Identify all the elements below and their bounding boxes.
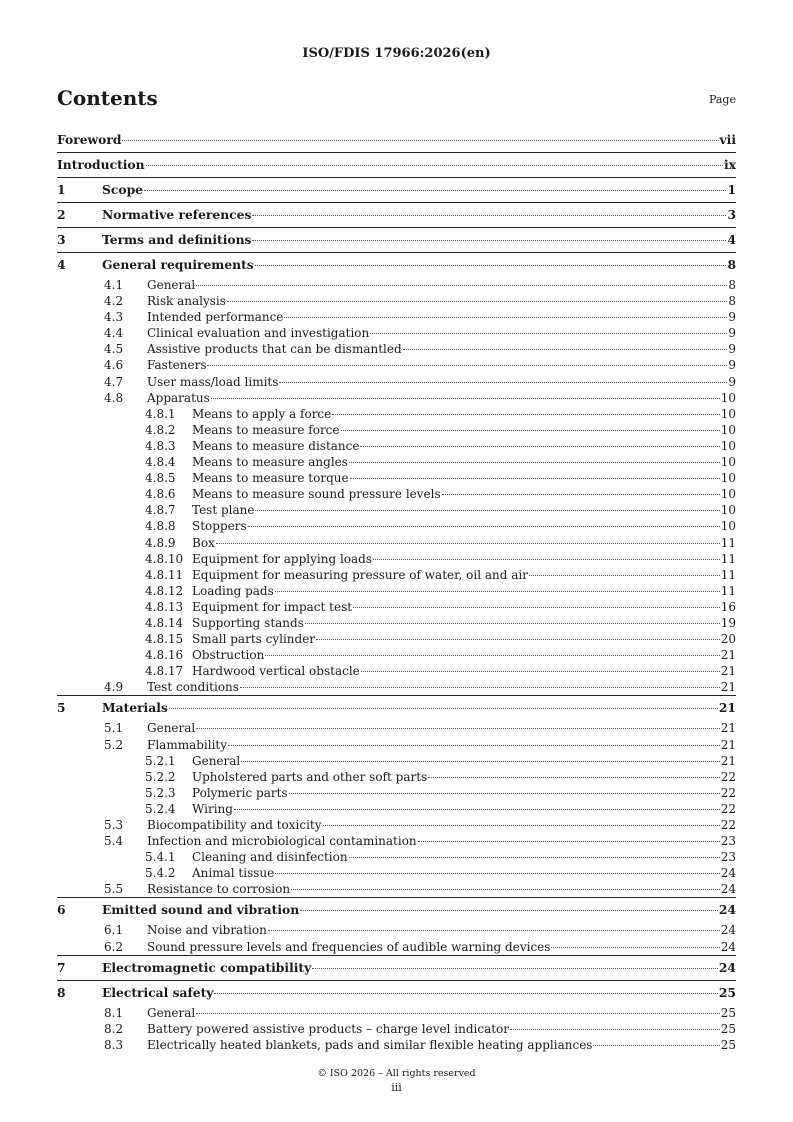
toc-entry-number: 7 (57, 959, 66, 975)
page-column-label: Page (708, 93, 736, 106)
toc-entry-title: Emitted sound and vibration (102, 902, 300, 918)
toc-entry-title: Flammability (147, 737, 228, 752)
dot-leader (593, 1044, 719, 1046)
toc-entry-title: Means to apply a force (192, 406, 332, 421)
dot-leader (284, 316, 727, 318)
toc-entry[interactable] (57, 551, 736, 567)
toc-entry-page: 8 (727, 257, 736, 272)
toc-entry-number: 5 (57, 700, 66, 716)
toc-entry[interactable] (57, 422, 736, 438)
toc-entry-title: Test plane (192, 503, 255, 518)
dot-leader (234, 808, 720, 810)
toc-entry-title: Test conditions (147, 680, 239, 695)
toc-entry-page: 24 (720, 866, 736, 881)
dot-leader (349, 461, 720, 463)
toc-entry-title: Supporting stands (192, 615, 304, 630)
toc-entry-page: 22 (720, 801, 736, 816)
toc-entry[interactable] (57, 696, 736, 720)
toc-entry-page: 24 (718, 902, 736, 918)
dot-leader (403, 348, 728, 350)
toc-entry[interactable] (57, 374, 736, 390)
toc-entry-number: 5.2.1 (145, 753, 176, 768)
toc-entry-number: 4.8.2 (145, 422, 176, 437)
dot-leader (214, 992, 717, 994)
dot-leader (360, 445, 719, 447)
toc-entry-page: 9 (728, 326, 736, 341)
toc-entry-number: 5.2 (104, 737, 124, 752)
toc-entry-page: 25 (720, 1005, 736, 1020)
toc-entry-title: Electrically heated blankets, pads and similar flexible heating appliances (147, 1037, 593, 1052)
toc-entry-number: 5.4.2 (145, 866, 176, 881)
toc-entry-number: 4.8.8 (145, 519, 176, 534)
toc-entry[interactable] (57, 785, 736, 801)
toc-entry[interactable] (57, 153, 736, 177)
toc-entry[interactable] (57, 309, 736, 325)
toc-entry[interactable] (57, 486, 736, 502)
toc-entry-title: Electrical safety (102, 984, 214, 1000)
toc-entry-page: 11 (720, 551, 736, 566)
toc-entry-page: 10 (720, 406, 736, 421)
dot-leader (510, 1028, 720, 1030)
toc-entry-title: Scope (102, 182, 143, 197)
dot-leader (442, 493, 720, 495)
toc-entry-title: Intended performance (147, 310, 284, 325)
toc-entry-number: 4.8.17 (145, 664, 184, 679)
toc-entry-number: 5.5 (104, 882, 124, 897)
toc-entry-number: 4.8.7 (145, 503, 176, 518)
toc-entry-page: 4 (727, 232, 736, 247)
toc-entry-page: 19 (720, 615, 736, 630)
toc-entry[interactable] (57, 981, 736, 1005)
page-title: Contents (57, 86, 158, 110)
toc-entry-title: Risk analysis (147, 294, 226, 309)
dot-leader (252, 239, 726, 241)
toc-entry[interactable] (57, 438, 736, 454)
toc-entry[interactable] (57, 253, 736, 277)
dot-leader (551, 946, 719, 948)
toc-entry-number: 4.8.15 (145, 632, 184, 647)
dot-leader (332, 413, 719, 415)
toc-entry-title: User mass/load limits (147, 374, 279, 389)
dot-leader (211, 397, 720, 399)
toc-entry-page: 8 (728, 278, 736, 292)
toc-entry-page: 10 (720, 503, 736, 518)
toc-entry-title: Stoppers (192, 519, 247, 534)
dot-leader (227, 300, 727, 302)
toc-entry[interactable] (57, 599, 736, 615)
toc-entry-title: Hardwood vertical obstacle (192, 664, 360, 679)
toc-entry-title: Sound pressure levels and frequencies of audible warning devices (147, 939, 551, 954)
dot-leader (255, 264, 727, 266)
toc-entry-page: 9 (728, 310, 736, 325)
toc-entry[interactable] (57, 663, 736, 679)
toc-entry[interactable] (57, 470, 736, 486)
toc-entry-page: 25 (720, 1037, 736, 1052)
toc-entry-title: Biocompatibility and toxicity (147, 818, 322, 832)
toc-entry-page: 23 (720, 834, 736, 849)
toc-entry-page: 11 (720, 567, 736, 582)
toc-entry[interactable] (57, 293, 736, 309)
toc-entry-number: 8.1 (104, 1005, 124, 1020)
toc-entry-title: Small parts cylinder (192, 632, 316, 647)
toc-entry[interactable] (57, 939, 736, 955)
toc-entry-page: 20 (720, 632, 736, 647)
toc-entry-number: 4.8.3 (145, 438, 176, 453)
dot-leader (196, 1012, 719, 1014)
toc-entry-page: 21 (720, 721, 736, 736)
toc-entry-page: 10 (720, 422, 736, 437)
table-of-contents (57, 128, 736, 1053)
toc-entry-number: 4.8.1 (145, 406, 176, 421)
toc-entry-page: 24 (720, 882, 736, 897)
toc-entry-number: 4.8.4 (145, 455, 176, 470)
toc-entry-title: Obstruction (192, 648, 265, 663)
dot-leader (255, 509, 719, 511)
toc-entry[interactable] (57, 228, 736, 252)
toc-entry-page: 11 (720, 535, 736, 550)
dot-leader (248, 525, 720, 527)
contents-title-row (57, 86, 736, 112)
toc-entry-title: Assistive products that can be dismantled (147, 342, 402, 357)
toc-entry[interactable] (57, 357, 736, 373)
dot-leader (144, 189, 726, 191)
toc-entry[interactable] (57, 898, 736, 922)
toc-entry-page: 3 (727, 207, 736, 222)
toc-entry-page: 11 (720, 583, 736, 598)
dot-leader (275, 590, 720, 592)
dot-leader (207, 364, 727, 366)
toc-entry-number: 4.8.6 (145, 487, 176, 502)
toc-entry-number: 1 (57, 182, 66, 197)
dot-leader (268, 929, 720, 931)
toc-entry-number: 4.1 (104, 278, 124, 292)
toc-entry-page: 22 (720, 785, 736, 800)
toc-entry-title: General (147, 721, 196, 736)
toc-entry[interactable] (57, 769, 736, 785)
toc-entry-page: 9 (728, 358, 736, 373)
toc-entry-page: 1 (727, 182, 736, 197)
toc-entry-number: 5.1 (104, 721, 124, 736)
toc-entry-title: Animal tissue (192, 866, 275, 881)
dot-leader (323, 824, 720, 826)
toc-entry[interactable] (57, 833, 736, 849)
toc-entry[interactable] (57, 341, 736, 357)
toc-entry-title: Battery powered assistive products – charge level indicator (147, 1021, 510, 1036)
toc-entry-title: Box (192, 535, 215, 550)
toc-entry[interactable] (57, 849, 736, 865)
toc-entry-title: Infection and microbiological contamination (147, 834, 417, 849)
toc-entry-page: 21 (718, 700, 736, 716)
dot-leader (265, 654, 719, 656)
toc-entry-title: Upholstered parts and other soft parts (192, 769, 428, 784)
dot-leader (305, 622, 720, 624)
toc-entry-number: 4.8.12 (145, 583, 184, 598)
page-number: iii (391, 1081, 402, 1094)
dot-leader (291, 888, 720, 890)
toc-entry-title: Loading pads (192, 583, 274, 598)
toc-entry-page: 10 (720, 487, 736, 502)
toc-entry-title: Means to measure distance (192, 438, 360, 453)
toc-entry[interactable] (57, 567, 736, 583)
toc-entry-page: vii (719, 132, 736, 147)
toc-entry-title: Materials (102, 700, 168, 716)
dot-leader (122, 139, 718, 141)
toc-entry[interactable] (57, 881, 736, 897)
toc-entry-page: 10 (720, 519, 736, 534)
toc-entry[interactable] (57, 502, 736, 518)
dot-leader (216, 542, 720, 544)
toc-entry[interactable] (57, 203, 736, 227)
toc-entry-title: Apparatus (147, 390, 210, 405)
toc-entry-number: 5.2.3 (145, 785, 176, 800)
toc-entry-title: General (147, 1005, 196, 1020)
toc-entry[interactable] (57, 647, 736, 663)
toc-entry[interactable] (57, 454, 736, 470)
toc-entry-number: 2 (57, 207, 66, 222)
toc-entry-title: Means to measure sound pressure levels (192, 487, 441, 502)
dot-leader (373, 558, 720, 560)
toc-entry-number: 4.8.5 (145, 471, 176, 486)
toc-entry-number: 4.7 (104, 374, 124, 389)
toc-entry-number: 5.2.2 (145, 769, 176, 784)
toc-entry-number: 4.8.9 (145, 535, 176, 550)
toc-entry[interactable] (57, 406, 736, 422)
toc-entry-number: 5.3 (104, 818, 124, 832)
toc-entry[interactable] (57, 583, 736, 599)
dot-leader (275, 872, 719, 874)
dot-leader (279, 381, 727, 383)
toc-entry-page: 10 (720, 455, 736, 470)
toc-entry-title: Equipment for applying loads (192, 551, 373, 566)
dot-leader (428, 776, 720, 778)
toc-entry[interactable] (57, 277, 736, 293)
dot-leader (289, 792, 720, 794)
toc-entry-number: 6.1 (104, 923, 124, 938)
toc-entry-title: Terms and definitions (102, 232, 252, 247)
toc-entry[interactable] (57, 753, 736, 769)
toc-entry-page: 21 (720, 648, 736, 663)
dot-leader (252, 214, 726, 216)
toc-entry[interactable] (57, 1021, 736, 1037)
toc-entry[interactable] (57, 518, 736, 534)
toc-entry-title: Cleaning and disinfection (192, 850, 348, 865)
toc-entry-title: Fasteners (147, 358, 207, 373)
toc-entry[interactable] (57, 720, 736, 736)
dot-leader (196, 727, 719, 729)
toc-entry-number: 6 (57, 902, 66, 918)
toc-entry-number: 4.3 (104, 310, 124, 325)
toc-entry-title: Electromagnetic compatibility (102, 959, 312, 975)
toc-entry-number: 4.2 (104, 294, 124, 309)
toc-entry-page: 10 (720, 438, 736, 453)
toc-entry[interactable] (57, 390, 736, 406)
toc-entry-page: 10 (720, 390, 736, 405)
toc-entry-title: Clinical evaluation and investigation (147, 326, 370, 341)
toc-entry-page: 21 (720, 737, 736, 752)
toc-entry-title: Wiring (192, 801, 233, 816)
toc-entry-number: 4.8.13 (145, 599, 184, 614)
document-id-header: ISO/FDIS 17966:2026(en) (302, 46, 491, 61)
toc-entry-page: 24 (720, 923, 736, 938)
toc-entry-title: General (147, 278, 196, 292)
page-footer (0, 1067, 793, 1095)
toc-entry-number: 4.4 (104, 326, 124, 341)
toc-entry-title: Equipment for measuring pressure of water, oil and air (192, 567, 528, 582)
toc-entry-title: Polymeric parts (192, 785, 288, 800)
toc-entry-number: 8.3 (104, 1037, 124, 1052)
toc-entry[interactable] (57, 679, 736, 695)
toc-entry-title: Means to measure force (192, 422, 340, 437)
toc-entry-title: General requirements (102, 257, 254, 272)
toc-entry[interactable] (57, 956, 736, 980)
toc-entry[interactable] (57, 801, 736, 817)
toc-entry-number: 3 (57, 232, 66, 247)
toc-entry-page: 22 (720, 818, 736, 832)
dot-leader (241, 760, 719, 762)
toc-entry-page: 24 (718, 959, 736, 975)
toc-entry[interactable] (57, 631, 736, 647)
toc-entry-page: 16 (720, 599, 736, 614)
toc-entry-page: 25 (718, 984, 736, 1000)
toc-entry-page: 22 (720, 769, 736, 784)
toc-entry-title: Foreword (57, 132, 122, 147)
toc-entry-number: 5.2.4 (145, 801, 176, 816)
toc-entry[interactable] (57, 922, 736, 938)
toc-entry[interactable] (57, 817, 736, 833)
dot-leader (316, 638, 720, 640)
toc-entry-title: Resistance to corrosion (147, 882, 291, 897)
toc-entry[interactable] (57, 535, 736, 551)
toc-entry-page: 21 (720, 664, 736, 679)
toc-entry-number: 4.8.14 (145, 615, 184, 630)
dot-leader (228, 744, 720, 746)
toc-entry[interactable] (57, 737, 736, 753)
toc-entry-number: 6.2 (104, 939, 124, 954)
toc-entry-page: 24 (720, 939, 736, 954)
toc-entry[interactable] (57, 325, 736, 341)
toc-entry-title: Means to measure angles (192, 455, 348, 470)
toc-entry-number: 4.8.10 (145, 551, 184, 566)
dot-leader (341, 429, 720, 431)
toc-entry-number: 4.9 (104, 680, 124, 695)
toc-entry[interactable] (57, 178, 736, 202)
toc-entry-title: Means to measure torque (192, 471, 349, 486)
toc-entry-page: 9 (728, 342, 736, 357)
toc-entry[interactable] (57, 1005, 736, 1021)
toc-entry-page: 9 (728, 374, 736, 389)
toc-entry-number: 4.6 (104, 358, 124, 373)
toc-entry-page: 10 (720, 471, 736, 486)
toc-entry[interactable] (57, 128, 736, 152)
dot-leader (196, 284, 727, 286)
dot-leader (350, 477, 720, 479)
toc-entry[interactable] (57, 1037, 736, 1053)
toc-entry-title: Noise and vibration (147, 923, 267, 938)
dot-leader (169, 707, 718, 709)
dot-leader (240, 686, 720, 688)
toc-entry-title: Introduction (57, 157, 145, 172)
toc-entry-number: 5.4.1 (145, 850, 176, 865)
dot-leader (353, 606, 720, 608)
toc-entry-page: 25 (720, 1021, 736, 1036)
toc-entry-page: 8 (728, 294, 736, 309)
dot-leader (349, 856, 720, 858)
dot-leader (146, 164, 723, 166)
toc-entry-number: 4.8.11 (145, 567, 184, 582)
toc-entry-page: 21 (720, 753, 736, 768)
toc-entry-number: 4.5 (104, 342, 124, 357)
toc-entry-number: 5.4 (104, 834, 124, 849)
dot-leader (529, 574, 720, 576)
toc-entry-number: 4.8 (104, 390, 124, 405)
toc-entry-number: 4 (57, 257, 66, 272)
dot-leader (418, 840, 720, 842)
copyright-notice: © ISO 2026 – All rights reserved (317, 1068, 476, 1079)
toc-entry-title: Normative references (102, 207, 252, 222)
toc-entry-page: 21 (720, 680, 736, 695)
dot-leader (361, 670, 720, 672)
toc-entry-title: Equipment for impact test (192, 599, 353, 614)
toc-entry-title: General (192, 753, 241, 768)
dot-leader (300, 909, 718, 911)
toc-entry-number: 8 (57, 984, 66, 1000)
toc-entry-page: ix (723, 157, 736, 172)
toc-entry[interactable] (57, 865, 736, 881)
dot-leader (370, 332, 727, 334)
dot-leader (312, 967, 718, 969)
toc-entry-number: 8.2 (104, 1021, 124, 1036)
toc-entry-number: 4.8.16 (145, 648, 184, 663)
toc-entry-page: 23 (720, 850, 736, 865)
toc-entry[interactable] (57, 615, 736, 631)
